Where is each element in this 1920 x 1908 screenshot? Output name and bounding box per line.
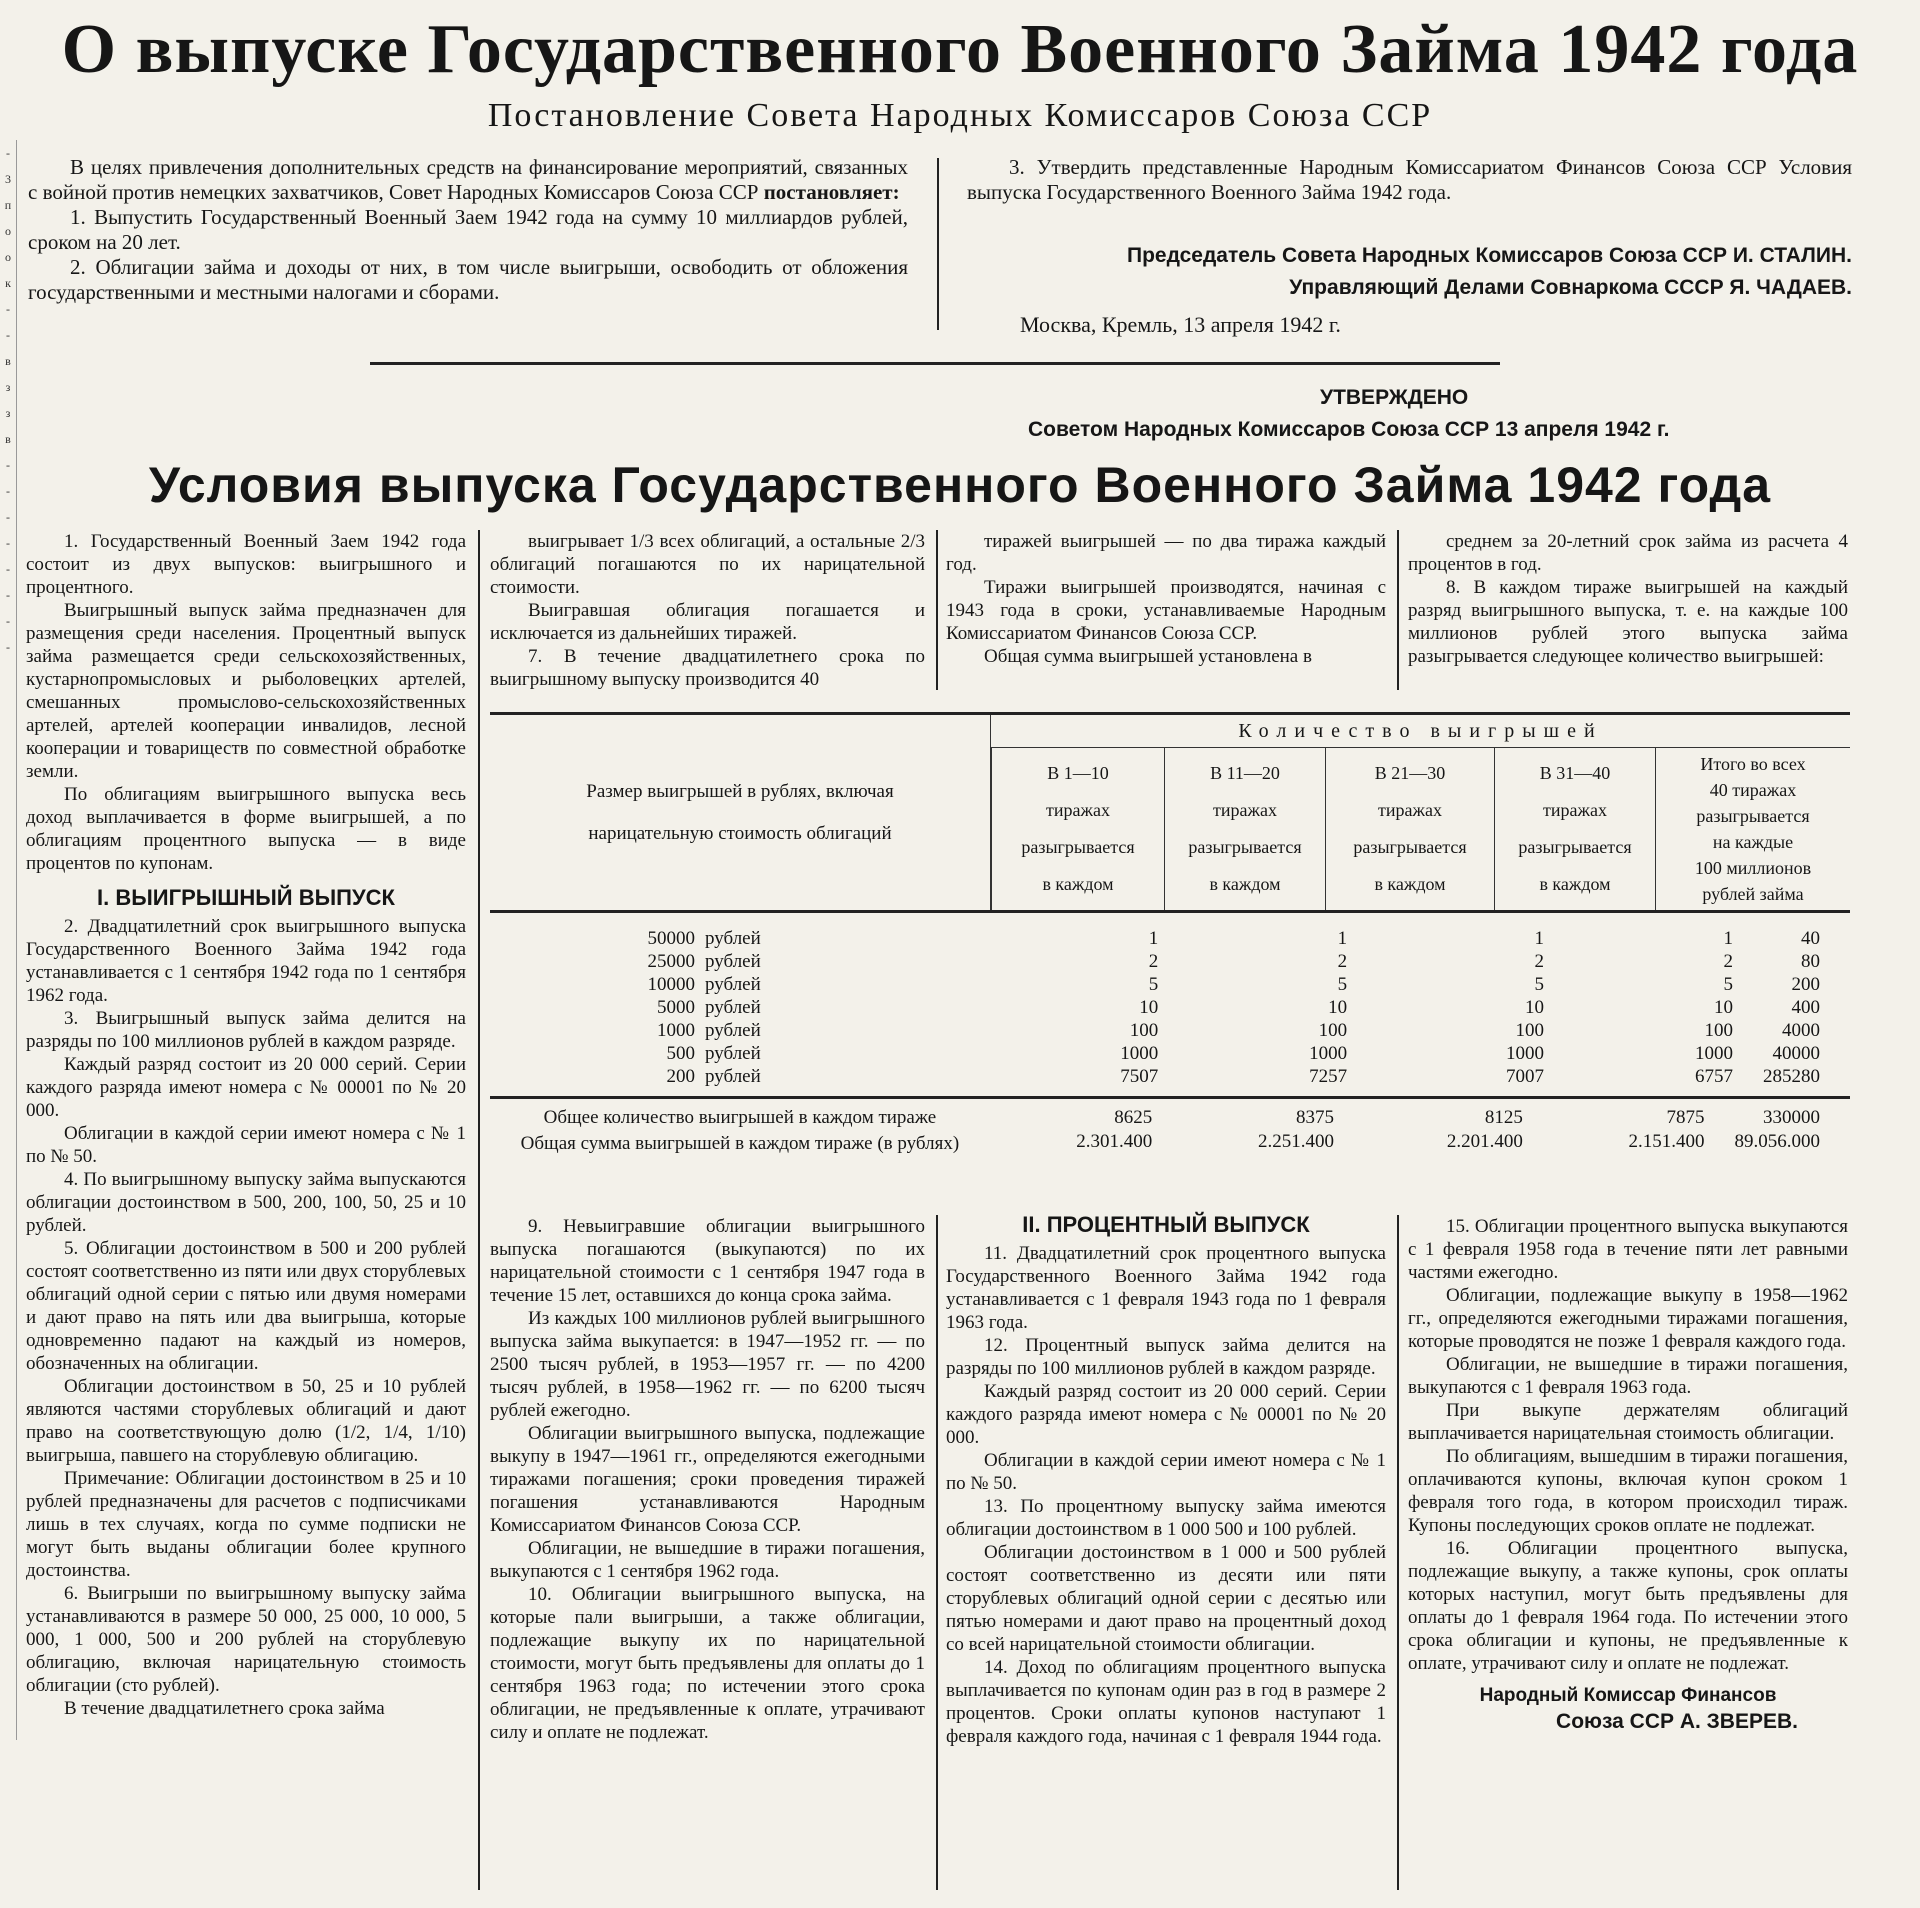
prize-amount-cell [490, 1065, 987, 1088]
margin-char: о [5, 224, 11, 238]
prize-amount-cell [490, 927, 987, 950]
prize-count-cell: 80 [1801, 950, 1820, 972]
margin-char: 3 [5, 172, 11, 186]
table-header-amount-line2: нарицательную стоимость облигаций [588, 822, 892, 844]
prize-count-cell: 1 [1148, 927, 1159, 949]
prize-count-cell: 10 [1139, 996, 1159, 1018]
prize-count-cell: 10 [1714, 996, 1733, 1018]
table-column-header-line: тиражах [1378, 800, 1442, 820]
prize-amount: 500 [666, 1043, 695, 1064]
table-column-headers [991, 748, 1850, 910]
margin-char: - [6, 614, 10, 628]
table-column-header-line: В 1—10 [1047, 763, 1109, 783]
prize-count-cell: 285280 [1763, 1065, 1820, 1087]
column-separator-3-top [1397, 530, 1399, 690]
paragraph: 6. Выигрыши по выигрышному выпуску займа устанавливаются в размере 50 000, 25 000, 10 000, 5 000, 1 000, 500 и 200 рублей на сторублевую облигацию, включая нарицательную стоимость облигации (сто рублей). [26, 1583, 466, 1696]
prize-count-cell: 2 [1337, 950, 1348, 972]
total-sum-value: 2.251.400 [1257, 1131, 1334, 1152]
prize-count-cell: 6757 [1695, 1065, 1733, 1087]
prize-unit: рублей [705, 1043, 761, 1064]
prize-count-cell: 4000 [1782, 1019, 1820, 1041]
margin-char: в [5, 432, 11, 446]
paragraph: Облигации достоинством в 1 000 и 500 рублей состоят соответственно из десяти или пяти сторублевых облигаций одной серии с десятью или пятью номерами и дают право на процентный доход со всей нарицательной стоимости облигации. [946, 1542, 1386, 1655]
prize-row [490, 927, 1850, 950]
col2-bottom-paragraphs [490, 1215, 925, 1744]
prize-amount: 5000 [657, 997, 695, 1018]
total-sum-value: 2.201.400 [1446, 1131, 1523, 1152]
table-totals-rule [490, 1096, 1850, 1099]
paragraph: Общая сумма выигрышей установлена в [984, 646, 1312, 667]
table-column-header-line: в каждом [1374, 874, 1446, 894]
total-count-label: Общее количество выигрышей в каждом тираже [543, 1107, 937, 1128]
column-separator-2-top [936, 530, 938, 690]
table-column-header-line: разыгрывается [1021, 837, 1135, 857]
margin-char: - [6, 536, 10, 550]
table-column-header [1494, 748, 1655, 910]
prize-amount: 25000 [647, 951, 695, 972]
decree-preamble [28, 155, 908, 205]
paragraph: 3. Выигрышный выпуск займа делится на разряды по 100 миллионов рублей в каждом разряде. [26, 1008, 466, 1052]
prize-count-cell: 100 [1129, 1019, 1159, 1041]
prize-count-cell: 1 [1723, 927, 1733, 949]
paragraph: 13. По процентному выпуску займа имеются облигации достоинством в 1 000 500 и 100 рублей. [946, 1496, 1386, 1540]
prize-row [490, 1019, 1850, 1042]
prize-count-cell: 40 [1801, 927, 1820, 949]
column-separator-1 [478, 530, 480, 1890]
paragraph: Облигации в каждой серии имеют номера с № 1 по № 50. [946, 1450, 1386, 1494]
prize-count-cell: 100 [1318, 1019, 1348, 1041]
prize-count-cell: 5 [1337, 973, 1348, 995]
paragraph: Облигации, подлежащие выкупу в 1958—1962 гг., определяются ежегодными тиражами погашения, которые проводятся не позже 1 февраля каждого года. [1408, 1285, 1848, 1352]
paragraph: 9. Невыигравшие облигации выигрышного выпуска погашаются (выкупаются) по их нарицательной стоимости с 1 сентября 1947 года в течение 15 лет, оставшихся до конца срока займа. [490, 1216, 925, 1306]
paragraph: Выигравшая облигация погашается и исключается из дальнейших тиражей. [490, 600, 925, 644]
prize-count-cell: 7507 [1120, 1065, 1159, 1087]
total-sum-value: 2.151.400 [1628, 1131, 1705, 1152]
paragraph: Облигации в каждой серии имеют номера с № 1 по № 50. [26, 1123, 466, 1167]
paragraph: 1. Государственный Военный Заем 1942 года состоит из двух выпусков: выигрышного и процентного. [26, 531, 466, 598]
prize-row [490, 950, 1850, 973]
paragraph: 2. Двадцатилетний срок выигрышного выпуска Государственного Военного Займа 1942 года устанавливается с 1 сентября 1942 года по 1 сентября 1962 года. [26, 916, 466, 1006]
total-count-value: 7875 [1666, 1107, 1705, 1128]
decree-preamble-text: В целях привлечения дополнительных средств на финансирование мероприятий, связанных с войной против немецких захватчиков, Совет Народных Комиссаров Союза ССР [28, 155, 908, 204]
paragraph: 10. Облигации выигрышного выпуска, на которые пали выигрыши, а также облигации, подлежащие выкупу их по нарицательной стоимости, могут быть предъявлены для оплаты до 1 сентября 1963 года; по истечении этого срока облигации, не предъявленные к оплате, утрачивают силу и оплате не подлежат. [490, 1584, 925, 1743]
table-column-header-line: рублей займа [1702, 884, 1804, 904]
col3-bottom-paragraphs [946, 1242, 1386, 1748]
paragraph: По облигациям выигрышного выпуска весь доход выплачивается в форме выигрышей, а по облигациям процентного выпуска — в виде процентов по купонам. [26, 784, 466, 874]
table-column-header-line: В 21—30 [1374, 763, 1446, 783]
prize-count-cell: 2 [1534, 950, 1545, 972]
margin-char: з [5, 406, 11, 420]
margin-strip [0, 140, 17, 1740]
margin-char: - [6, 510, 10, 524]
totals-table [490, 1107, 1850, 1155]
column-separator-2-bottom [936, 1215, 938, 1890]
prize-count-cell: 1000 [1120, 1042, 1159, 1064]
table-column-header-line: 100 миллионов [1694, 858, 1812, 878]
prize-amount-cell [490, 973, 987, 996]
paragraph: При выкупе держателям облигаций выплачивается нарицательная стоимость облигации. [1408, 1400, 1848, 1444]
prize-unit: рублей [705, 974, 761, 995]
margin-char: - [6, 588, 10, 602]
prize-count-cell: 40000 [1772, 1042, 1820, 1064]
paragraph: тиражей выигрышей — по два тиража каждый год. [946, 531, 1386, 575]
paragraph: 12. Процентный выпуск займа делится на разряды по 100 миллионов рублей в каждом разряде. [946, 1335, 1386, 1379]
table-column-header-line: В 31—40 [1539, 763, 1611, 783]
paragraph: 7. В течение двадцатилетнего срока по выигрышному выпуску производится 40 [490, 646, 925, 690]
prize-count-cell: 2 [1148, 950, 1159, 972]
prize-table [490, 927, 1850, 1088]
prize-count-cell: 100 [1515, 1019, 1545, 1041]
prize-count-cell: 1 [1337, 927, 1348, 949]
table-column-header-line: разыгрывается [1696, 806, 1810, 826]
header-divider [370, 362, 1500, 365]
table-column-header-line: тиражах [1046, 800, 1110, 820]
table-header-counts [990, 715, 1850, 910]
paragraph: Тиражи выигрышей производятся, начиная с 1943 года в сроки, устанавливаемые Народным Комиссариатом Финансов Союза ССР. [946, 577, 1386, 644]
paragraph: Каждый разряд состоит из 20 000 серий. Серии каждого разряда имеют номера с № 00001 по № 20 000. [26, 1054, 466, 1121]
prize-count-cell: 1000 [1695, 1042, 1733, 1064]
prize-amount-cell [490, 1019, 987, 1042]
total-sum-value: 89.056.000 [1734, 1131, 1820, 1152]
table-column-header-line: Итого во всех [1700, 754, 1806, 774]
decree-item-2: 2. Облигации займа и доходы от них, в том числе выигрыши, освободить от обложения государственными и местными налогами и сборами. [28, 255, 908, 304]
table-column-header-line: разыгрывается [1518, 837, 1632, 857]
prize-count-cell: 400 [1791, 996, 1820, 1018]
table-header-amount [490, 715, 990, 910]
prize-unit: рублей [705, 997, 761, 1018]
prize-row [490, 1042, 1850, 1065]
margin-char: к [5, 276, 11, 290]
paragraph: 8. В каждом тираже выигрышей на каждый разряд выигрышного выпуска, т. е. на каждые 100 миллионов рублей этого выпуска займа разыгрывается следующее количество выигрышей: [1408, 577, 1848, 667]
prize-amount: 200 [666, 1066, 695, 1087]
section-2-title: II. ПРОЦЕНТНЫЙ ВЫПУСК [1022, 1212, 1310, 1237]
paragraph: 5. Облигации достоинством в 500 и 200 рублей состоят соответственно из пяти или двух сторублевых облигаций одной серии с пятью или двумя номерами и дают право на пять или два выигрыша, которые одновременно падают на каждый из номеров, обозначенных на облигации. [26, 1238, 466, 1374]
prize-amount-cell [490, 1042, 987, 1065]
col1-top-paragraphs [26, 530, 466, 875]
prize-count-cell: 1 [1534, 927, 1545, 949]
prize-count-cell: 7007 [1506, 1065, 1545, 1087]
conditions-column-1 [26, 530, 466, 1720]
approval-line: Советом Народных Комиссаров Союза ССР 13 апреля 1942 г. [1028, 418, 1670, 441]
paragraph: Облигации достоинством в 50, 25 и 10 рублей являются частями сторублевых облигаций и дают право на соответствующую долю (1/2, 1/4, 1/10) выигрыша, павшего на сторублевую облигацию. [26, 1376, 466, 1466]
final-signature-title: Народный Комиссар Финансов [1479, 1685, 1777, 1706]
total-count-value: 8375 [1295, 1107, 1334, 1128]
prize-count-cell: 1000 [1506, 1042, 1545, 1064]
paragraph: 15. Облигации процентного выпуска выкупаются с 1 февраля 1958 года в течение пяти лет равными частями ежегодно. [1408, 1216, 1848, 1283]
prize-amount: 10000 [647, 974, 695, 995]
paragraph: По облигациям, вышедшим в тиражи погашения, оплачиваются купоны, включая купон сроком 1 февраля того года, в котором происходил тираж. Купоны последующих сроков оплате не подлежат. [1408, 1446, 1848, 1536]
paragraph: 14. Доход по облигациям процентного выпуска выплачивается по купонам один раз в год в размере 2 процентов. Сроки оплаты купонов наступают 1 февраля каждого года, начиная с 1 февраля 1944 года. [946, 1657, 1386, 1747]
approval-word: УТВЕРЖДЕНО [1320, 386, 1469, 409]
conditions-column-4-bottom [1408, 1215, 1848, 1735]
table-column-header-line: на каждые [1712, 832, 1794, 852]
prize-count-cell: 5 [1534, 973, 1545, 995]
table-column-header-line: тиражах [1543, 800, 1607, 820]
paragraph: Облигации выигрышного выпуска, подлежащие выкупу в 1947—1961 гг., определяются ежегодными тиражами погашения; сроки проведения тиражей погашения устанавливаются Народным Комиссариатом Финансов Союза ССР. [490, 1423, 925, 1536]
table-column-header-line: в каждом [1042, 874, 1114, 894]
table-column-header [1655, 748, 1850, 910]
prize-count-cell: 2 [1723, 950, 1733, 972]
prize-amount: 1000 [657, 1020, 695, 1041]
decree-subtitle: Постановление Совета Народных Комиссаров Союза ССР [487, 97, 1433, 134]
paragraph: 16. Облигации процентного выпуска, подлежащие выкупу, а также купоны, срок оплаты которых наступил, могут быть предъявлены для оплаты до 1 февраля 1964 года. По истечении этого срока облигации и купоны, не предъявленные к оплате, утрачивают силу и оплате не подлежат. [1408, 1538, 1848, 1674]
decree-resolves: постановляет: [763, 180, 900, 204]
prize-row [490, 996, 1850, 1019]
prize-amount-cell [490, 950, 987, 973]
margin-char: - [6, 458, 10, 472]
prize-count-cell: 5 [1148, 973, 1159, 995]
paragraph: Выигрышный выпуск займа предназначен для размещения среди населения. Процентный выпуск займа размещается среди сельскохозяйственных, кустарнопромысловых и рыболовецких артелей, смешанных промыслово-сельскохозяйственных артелей, артелей кооперации инвалидов, лесной кооперации и товариществ по совместной обработке земли. [26, 600, 466, 782]
col4-bottom-paragraphs [1408, 1215, 1848, 1675]
decree-separator [937, 158, 939, 330]
decree-title: О выпуске Государственного Военного Займа 1942 года [61, 11, 1859, 88]
prize-row [490, 973, 1850, 996]
total-sum-label: Общая сумма выигрышей в каждом тираже (в рублях) [520, 1133, 960, 1154]
margin-char: - [6, 302, 10, 316]
paragraph: Облигации, не вышедшие в тиражи погашения, выкупаются с 1 февраля 1963 года. [1408, 1354, 1848, 1398]
prize-table-block [490, 712, 1850, 1155]
margin-char: в [5, 354, 11, 368]
col1-bottom-paragraphs [26, 915, 466, 1720]
margin-char: о [5, 250, 11, 264]
table-column-header [1325, 748, 1494, 910]
prize-count-cell: 100 [1704, 1019, 1733, 1041]
paragraph: Каждый разряд состоит из 20 000 серий. Серии каждого разряда имеют номера с № 00001 по № 20 000. [946, 1381, 1386, 1448]
table-column-header-line: разыгрывается [1353, 837, 1467, 857]
margin-char: - [6, 328, 10, 342]
place-date: Москва, Кремль, 13 апреля 1942 г. [1020, 312, 1341, 337]
total-count-value: 8625 [1114, 1107, 1153, 1128]
table-header-amount-line1: Размер выигрышей в рублях, включая [586, 780, 894, 802]
table-group-header: Количество выигрышей [991, 715, 1850, 748]
margin-char: - [6, 484, 10, 498]
final-signature-name: Союза ССР А. ЗВЕРЕВ. [1556, 1710, 1798, 1733]
col3-top-paragraphs [946, 530, 1386, 668]
table-column-header-line: тиражах [1213, 800, 1277, 820]
prize-count-cell: 10 [1525, 996, 1545, 1018]
conditions-column-3-bottom [946, 1210, 1386, 1748]
signature-chadaev: Управляющий Делами Совнаркома СССР Я. ЧАДАЕВ. [1289, 276, 1852, 299]
table-column-header-line: 40 тиражах [1709, 780, 1797, 800]
prize-amount: 50000 [647, 928, 695, 949]
paragraph: Примечание: Облигации достоинством в 25 и 10 рублей предназначены для расчетов с подписчиками лишь в тех случаях, когда по сумме подписки не могут быть выданы облигации более крупного достоинства. [26, 1468, 466, 1581]
table-column-header-line: в каждом [1209, 874, 1281, 894]
prize-count-cell: 1000 [1309, 1042, 1348, 1064]
prize-unit: рублей [705, 951, 761, 972]
margin-char: - [6, 562, 10, 576]
col4-top-paragraphs [1408, 530, 1848, 668]
decree-right-column [967, 155, 1852, 205]
prize-count-cell: 7257 [1309, 1065, 1348, 1087]
total-sum-row [490, 1129, 1850, 1155]
prize-amount-cell [490, 996, 987, 1019]
table-header [490, 715, 1850, 913]
margin-char: п [4, 198, 12, 212]
margin-char: - [6, 146, 10, 160]
total-count-row [490, 1107, 1850, 1129]
paragraph: В течение двадцатилетнего срока займа [64, 1698, 385, 1719]
paragraph: выигрывает 1/3 всех облигаций, а остальные 2/3 облигаций погашаются по их нарицательной стоимости. [490, 531, 925, 598]
paragraph: среднем за 20-летний срок займа из расчета 4 процентов в год. [1408, 531, 1848, 575]
section-1-title: I. ВЫИГРЫШНЫЙ ВЫПУСК [97, 885, 395, 910]
paragraph: Облигации, не вышедшие в тиражи погашения, выкупаются с 1 сентября 1962 года. [490, 1538, 925, 1582]
total-count-value: 8125 [1484, 1107, 1523, 1128]
col2-top-paragraphs [490, 530, 925, 691]
table-column-header-line: разыгрывается [1188, 837, 1302, 857]
prize-count-cell: 5 [1723, 973, 1733, 995]
paragraph: 4. По выигрышному выпуску займа выпускаются облигации достоинством в 500, 200, 100, 50, 25 и 10 рублей. [26, 1169, 466, 1236]
prize-unit: рублей [705, 1020, 761, 1041]
prize-unit: рублей [705, 1066, 761, 1087]
margin-char: з [5, 380, 11, 394]
table-column-header [1164, 748, 1325, 910]
table-column-header-line: в каждом [1539, 874, 1611, 894]
prize-count-cell: 10 [1328, 996, 1348, 1018]
prize-count-cell: 200 [1791, 973, 1820, 995]
prize-row [490, 1065, 1850, 1088]
margin-char: - [6, 640, 10, 654]
total-sum-value: 2.301.400 [1076, 1131, 1153, 1152]
conditions-title: Условия выпуска Государственного Военного Займа 1942 года [148, 457, 1772, 513]
table-column-header-line: В 11—20 [1210, 763, 1280, 783]
table-column-header [991, 748, 1164, 910]
column-separator-3-bottom [1397, 1215, 1399, 1890]
signature-stalin: Председатель Совета Народных Комиссаров Союза ССР И. СТАЛИН. [1126, 244, 1852, 267]
decree-item-3: 3. Утвердить представленные Народным Комиссариатом Финансов Союза ССР Условия выпуска Государственного Военного Займа 1942 года. [967, 155, 1852, 204]
paragraph: 11. Двадцатилетний срок процентного выпуска Государственного Военного Займа 1942 года устанавливается с 1 февраля 1943 года по 1 февраля 1963 года. [946, 1243, 1386, 1333]
decree-item-1: 1. Выпустить Государственный Военный Заем 1942 года на сумму 10 миллиардов рублей, сроком на 20 лет. [28, 205, 908, 254]
prize-unit: рублей [705, 928, 761, 949]
total-count-value: 330000 [1763, 1107, 1820, 1128]
paragraph: Из каждых 100 миллионов рублей выигрышного выпуска займа выкупается: в 1947—1952 гг. — по 2500 тысяч рублей, в 1953—1957 гг. — по 4200 тысяч рублей, в 1958—1962 гг. — по 6200 тысяч рублей ежегодно. [490, 1308, 925, 1421]
decree-left-column [28, 155, 908, 305]
